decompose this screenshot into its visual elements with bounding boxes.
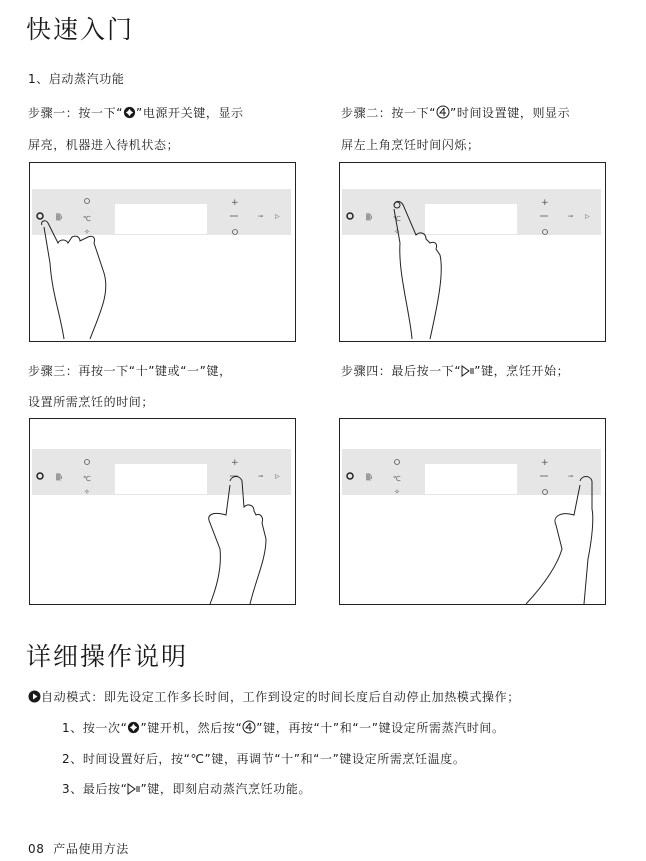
step1-line1: 步骤一：按一下“ ”电源开关键，显示 [28,106,244,120]
svg-text:▷: ▷ [275,213,280,220]
instruction-2: 2、时间设置好后，按“℃”键，再调节“十”和“一”键设定所需烹饪温度。 [62,752,466,766]
instruction-1: 1、按一次“ ”键开机，然后按“ ”键，再按“十”和“一”键设定所需蒸汽时间。 [62,721,505,735]
svg-text:℃: ℃ [83,215,91,223]
step2-line1: 步骤二：按一下“ ”时间设置键，则显示 [341,106,571,120]
control-panel [340,419,605,604]
svg-text:⊸: ⊸ [258,473,264,480]
svg-text:+: + [231,458,239,468]
power-icon [127,721,140,734]
step3-line1: 步骤三：再按一下“十”键或“一”键， [28,364,232,378]
svg-text:▒ı: ▒ı [56,474,63,481]
svg-text:✧: ✧ [394,488,400,496]
play-pause-icon [127,783,140,795]
svg-text:⊸: ⊸ [258,213,264,220]
svg-text:▒ı: ▒ı [366,474,373,481]
instruction-3: 3、最后按“ ”键，即刻启动蒸汽烹饪功能。 [62,782,312,796]
auto-mode-line: 自动模式：即先设定工作多长时间，工作到设定的时间长度后自动停止加热模式操作； [28,688,520,705]
svg-text:+: + [231,198,239,208]
clock-timer-icon [242,720,256,734]
step3-line2: 设置所需烹饪的时间； [28,395,155,409]
section-title-detailed-instructions: 详细操作说明 [26,642,189,671]
step4-line1: 步骤四：最后按一下“ ”键，烹饪开始； [341,364,570,378]
svg-text:✧: ✧ [84,488,90,496]
play-pause-icon [461,365,474,377]
figure-step4 [339,418,606,605]
svg-text:⊸: ⊸ [568,473,574,480]
clock-timer-icon [436,105,450,119]
figure-step3 [29,418,296,605]
svg-text:▒ı: ▒ı [56,214,63,221]
svg-text:+: + [541,198,549,208]
svg-text:℃: ℃ [393,475,401,483]
control-panel [340,163,605,341]
figure-step1 [29,162,296,342]
svg-text:℃: ℃ [83,475,91,483]
svg-text:✧: ✧ [394,228,400,236]
hand-pointer-icon [526,477,593,605]
svg-text:✧: ✧ [84,228,90,236]
intro-label: 1、启动蒸汽功能 [28,72,125,86]
svg-text:⊸: ⊸ [568,213,574,220]
power-icon [123,106,136,119]
control-panel [30,163,295,341]
figure-step2 [339,162,606,342]
hand-pointer-icon [42,221,106,339]
control-panel [30,419,295,604]
svg-text:+: + [541,458,549,468]
step2-line2: 屏左上角烹饪时间闪烁； [341,138,480,152]
section-title-quick-start: 快速入门 [26,15,135,44]
step1-line2: 屏亮，机器进入待机状态； [28,138,180,152]
hand-pointer-icon [209,477,266,605]
svg-text:℃: ℃ [393,215,401,223]
play-circle-icon [28,690,41,703]
page-footer: 08 产品使用方法 [28,842,129,856]
svg-text:▷: ▷ [585,213,590,220]
svg-text:▷: ▷ [275,473,280,480]
svg-text:▒ı: ▒ı [366,214,373,221]
